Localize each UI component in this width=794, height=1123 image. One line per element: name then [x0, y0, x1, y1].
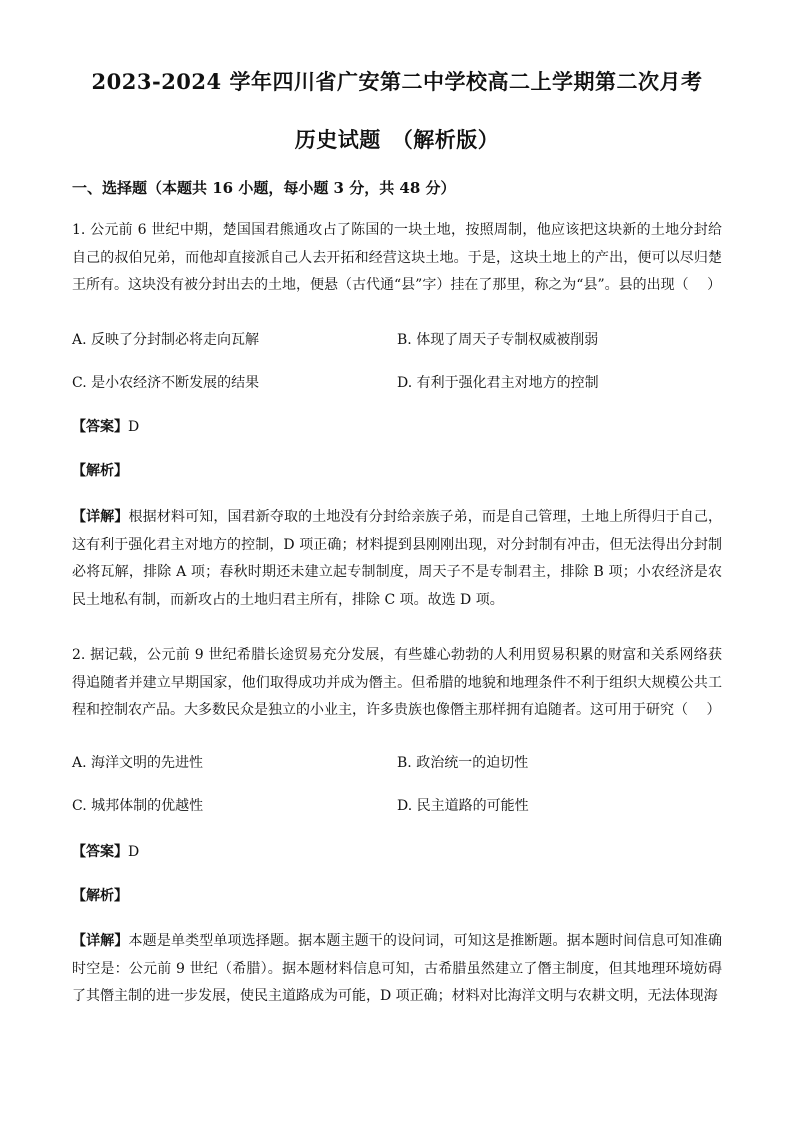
- question-1-option-c: C. 是小农经济不断发展的结果: [72, 375, 260, 391]
- question-1-answer: [72, 416, 139, 436]
- question-1-stem: 1. 公元前 6 世纪中期，楚国国君熊通攻占了陈国的一块土地，按照周制，他应该把这块新的土地分封给自己的叔伯兄弟，而他却直接派自己人去开拓和经营这块土地。于是，这块土地上的产出，便可以尽归楚王所有。这块没有被分封出去的土地，便悬（古代通“县”字）挂在了那里，称之为“县”。县的出现（ ）: [72, 222, 722, 293]
- analysis-label: 【解析】: [72, 463, 128, 479]
- question-2-option-b: B. 政治统一的迫切性: [397, 755, 529, 771]
- answer-value: D: [128, 844, 140, 860]
- question-1-option-d: D. 有利于强化君主对地方的控制: [397, 375, 599, 391]
- detail-label: 【详解】: [72, 933, 129, 949]
- question-2-answer: [72, 841, 139, 861]
- detail-label: 【详解】: [72, 509, 129, 525]
- detail-text: 本题是单类型单项选择题。据本题主题干的设问词，可知这是推断题。据本题时间信息可知准确时空是：公元前 9 世纪（希腊）。据本题材料信息可知，古希腊虽然建立了僭主制度，但其地理环境妨碍了其僭主制的进一步发展，使民主道路成为可能，D 项正确；材料对比海洋文明与农耕文明，无法体现海: [72, 933, 723, 1004]
- document-title: 2023-2024 学年四川省广安第二中学校高二上学期第二次月考: [91, 69, 703, 94]
- question-1-analysis-label: [72, 460, 128, 480]
- question-1-detail: [72, 504, 722, 614]
- answer-label: 【答案】: [72, 844, 128, 860]
- question-2-detail: [72, 928, 722, 1011]
- question-2-option-d: D. 民主道路的可能性: [397, 798, 529, 814]
- answer-value: D: [128, 419, 140, 435]
- detail-text: 根据材料可知，国君新夺取的土地没有分封给亲族子弟，而是自己管理，土地上所得归于自己，这有利于强化君主对地方的控制，D 项正确；材料提到县刚刚出现，对分封制有冲击，但无法得出分封制必将瓦解，排除 A 项；春秋时期还未建立起专制制度，周天子不是专制君主，排除 B 项；小农经济是农民土地私有制，而新攻占的土地归君主所有，排除 C 项。故选 D 项。: [72, 509, 723, 608]
- analysis-label: 【解析】: [72, 888, 128, 904]
- question-1-option-a: A. 反映了分封制必将走向瓦解: [72, 332, 260, 348]
- question-2-option-c: C. 城邦体制的优越性: [72, 798, 204, 814]
- section-heading: 一、选择题（本题共 16 小题，每小题 3 分，共 48 分）: [72, 179, 456, 197]
- document-subtitle: 历史试题 （解析版）: [294, 127, 500, 152]
- question-2-option-a: A. 海洋文明的先进性: [72, 755, 204, 771]
- question-1-option-b: B. 体现了周天子专制权威被削弱: [397, 332, 599, 348]
- question-2-analysis-label: [72, 885, 128, 905]
- answer-label: 【答案】: [72, 419, 128, 435]
- question-2-stem: 2. 据记载，公元前 9 世纪希腊长途贸易充分发展，有些雄心勃勃的人利用贸易积累的财富和关系网络获得追随者并建立早期国家，他们取得成功并成为僭主。但希腊的地貌和地理条件不利于组织大规模公共工程和控制农产品。大多数民众是独立的小业主，许多贵族也像僭主那样拥有追随者。这可用于研究（ ）: [72, 647, 722, 718]
